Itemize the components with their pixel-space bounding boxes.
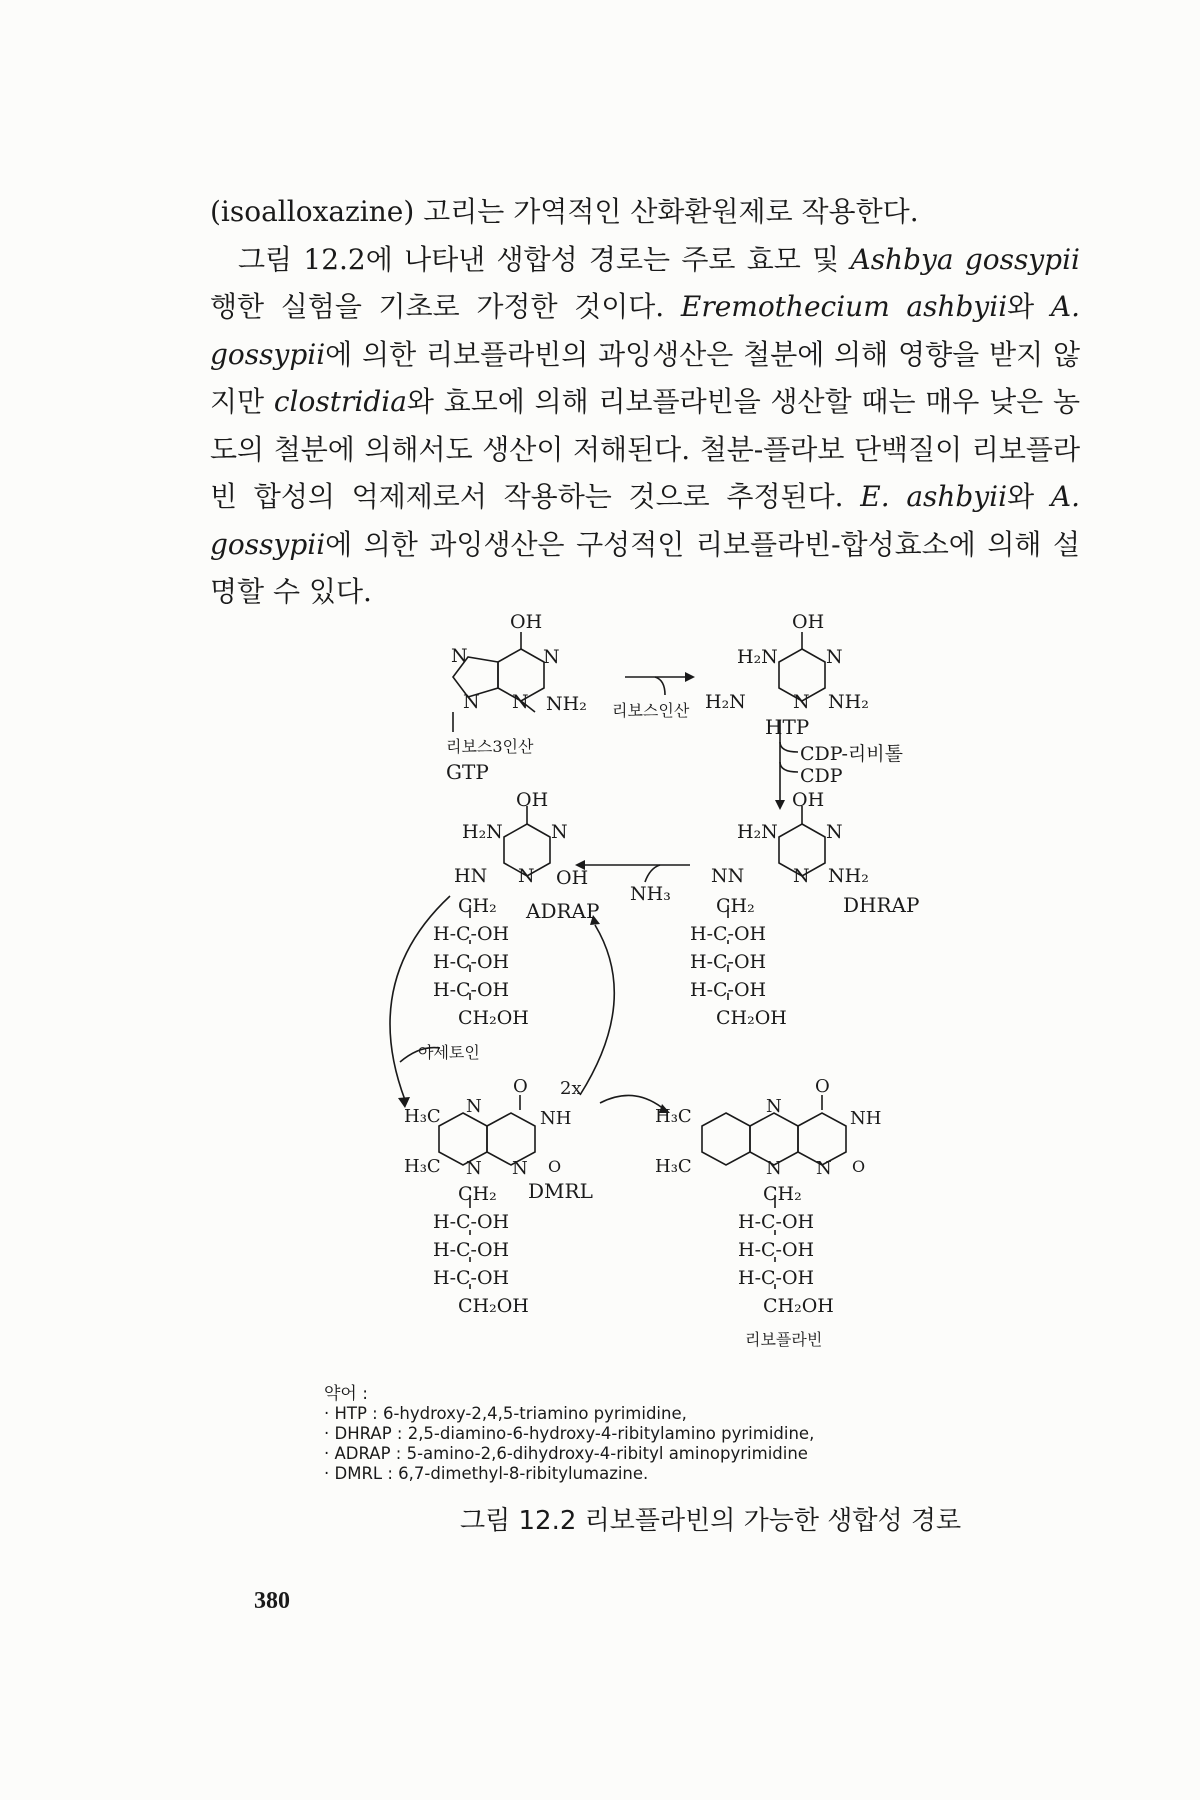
species-name: E. ashbyii [860, 480, 1008, 513]
paragraph-2: 그림 12.2에 나타낸 생합성 경로는 주로 효모 및 Ashbya gossypii 행한 실험을 기초로 가정한 것이다. Eremothecium ashbyii와 A. gossypii에 의한 리보플라빈의 과잉생산은 철분에 의해 영향을 받지 않지만 clostridia와 효모에 의해 리보플라빈을 생산할 때는 매우 낮은 농도의 철분에 의해서도 생산이 저해된다. 철분-플라보 단백질이 리보플라빈 합성의 억제제로서 작용하는 것으로 추정된다. E. ashbyii와 A. gossypii에 의한 과잉생산은 구성적인 리보플라빈-합성효소에 의해 설명할 수 있다. [210, 242, 1081, 608]
oh-label: OH [516, 789, 549, 811]
n-label: N [766, 1158, 782, 1179]
ch2-label: CH₂ [458, 1183, 497, 1205]
n-label: N [512, 1158, 528, 1179]
hn-label: HN [454, 865, 488, 887]
hcoh-label: H-C-OH [738, 1211, 815, 1233]
n-label: N [463, 691, 480, 713]
n-label: N [826, 821, 843, 843]
n-label: N [793, 691, 810, 713]
hcoh-label: H-C-OH [690, 923, 767, 945]
hcoh-label: H-C-OH [433, 951, 510, 973]
ch2oh-label: CH₂OH [458, 1007, 529, 1029]
nh-label: NH [850, 1108, 882, 1129]
cdp-label: CDP [800, 765, 843, 787]
riboflavin-label: 리보플라빈 [745, 1330, 823, 1349]
h2n-label: H₂N [705, 691, 746, 713]
hcoh-label: H-C-OH [433, 1267, 510, 1289]
ch2-label: CH₂ [763, 1183, 802, 1205]
species-name: A. gossypii [210, 290, 1081, 371]
hcoh-label: H-C-OH [690, 979, 767, 1001]
two-x-label: 2x [560, 1078, 582, 1099]
page-number: 380 [254, 1588, 290, 1614]
ch2-label: CH₂ [716, 895, 755, 917]
h2n-label: H₂N [737, 821, 778, 843]
abbreviation-item: · DHRAP : 2,5-diamino-6-hydroxy-4-ribitylamino pyrimidine, [324, 1424, 1024, 1444]
hcoh-label: H-C-OH [690, 951, 767, 973]
n-label: N [518, 865, 535, 887]
hcoh-label: H-C-OH [433, 1211, 510, 1233]
n-label: N [466, 1158, 482, 1179]
h3c-label: H₃C [404, 1156, 441, 1177]
adrap-label: ADRAP [526, 899, 600, 923]
o-label: O [815, 1076, 830, 1097]
ch2oh-label: CH₂OH [458, 1295, 529, 1317]
o-label: O [548, 1157, 562, 1176]
n-label: N [451, 645, 468, 667]
o-label: O [513, 1076, 528, 1097]
htp-label: HTP [765, 715, 810, 739]
ribose-phosphate-label: 리보스인산 [612, 701, 690, 720]
dhrap-label: DHRAP [843, 893, 920, 917]
oh-label: OH [556, 867, 589, 889]
abbreviations [324, 1384, 1024, 1484]
species-name: A. gossypii [210, 480, 1080, 561]
ch2-label: CH₂ [458, 895, 497, 917]
abbreviation-item: · ADRAP : 5-amino-2,6-dihydroxy-4-ribityl aminopyrimidine [324, 1444, 1024, 1464]
nh2-label: NH₂ [546, 693, 587, 715]
acetoin-label: 아세토인 [418, 1043, 480, 1062]
ch2oh-label: CH₂OH [763, 1295, 834, 1317]
h3c-label: H₃C [655, 1106, 692, 1127]
hcoh-label: H-C-OH [433, 1239, 510, 1261]
oh-label: OH [792, 789, 825, 811]
n-label: N [466, 1096, 482, 1117]
nh-label: NH [540, 1108, 572, 1129]
nn-label: NN [711, 865, 745, 887]
gtp-label: GTP [446, 760, 489, 784]
ch2oh-label: CH₂OH [716, 1007, 787, 1029]
n-label: N [512, 691, 529, 713]
h2n-label: H₂N [737, 646, 778, 668]
hcoh-label: H-C-OH [433, 923, 510, 945]
n-label: N [766, 1096, 782, 1117]
paragraph-1: (isoalloxazine) 고리는 가역적인 산화환원제로 작용한다. [210, 195, 919, 228]
hcoh-label: H-C-OH [433, 979, 510, 1001]
abbreviation-item: · DMRL : 6,7-dimethyl-8-ribitylumazine. [324, 1464, 1024, 1484]
abbreviation-item: · HTP : 6-hydroxy-2,4,5-triamino pyrimidine, [324, 1404, 1024, 1424]
oh-label: OH [792, 611, 825, 633]
species-name: clostridia [273, 385, 407, 418]
h3c-label: H₃C [655, 1156, 692, 1177]
n-label: N [793, 865, 810, 887]
n-label: N [816, 1158, 832, 1179]
abbreviations-title: 약어 : [324, 1384, 368, 1404]
species-name: Eremothecium ashbyii [680, 290, 1008, 323]
figure-caption: 그림 12.2 리보플라빈의 가능한 생합성 경로 [460, 1506, 962, 1536]
cdp-ribitol-label: CDP-리비톨 [800, 743, 903, 765]
h3c-label: H₃C [404, 1106, 441, 1127]
hcoh-label: H-C-OH [738, 1267, 815, 1289]
ribose-3-phosphate-label: 리보스3인산 [446, 737, 534, 756]
nh2-label: NH₂ [828, 865, 869, 887]
n-label: N [543, 646, 560, 668]
nh2-label: NH₂ [828, 691, 869, 713]
h2n-label: H₂N [462, 821, 503, 843]
nh3-label: NH₃ [630, 883, 671, 905]
n-label: N [826, 646, 843, 668]
dmrl-label: DMRL [528, 1179, 593, 1203]
n-label: N [551, 821, 568, 843]
species-name: Ashbya gossypii [850, 242, 1080, 276]
o-label: O [852, 1157, 866, 1176]
oh-label: OH [510, 611, 543, 633]
hcoh-label: H-C-OH [738, 1239, 815, 1261]
